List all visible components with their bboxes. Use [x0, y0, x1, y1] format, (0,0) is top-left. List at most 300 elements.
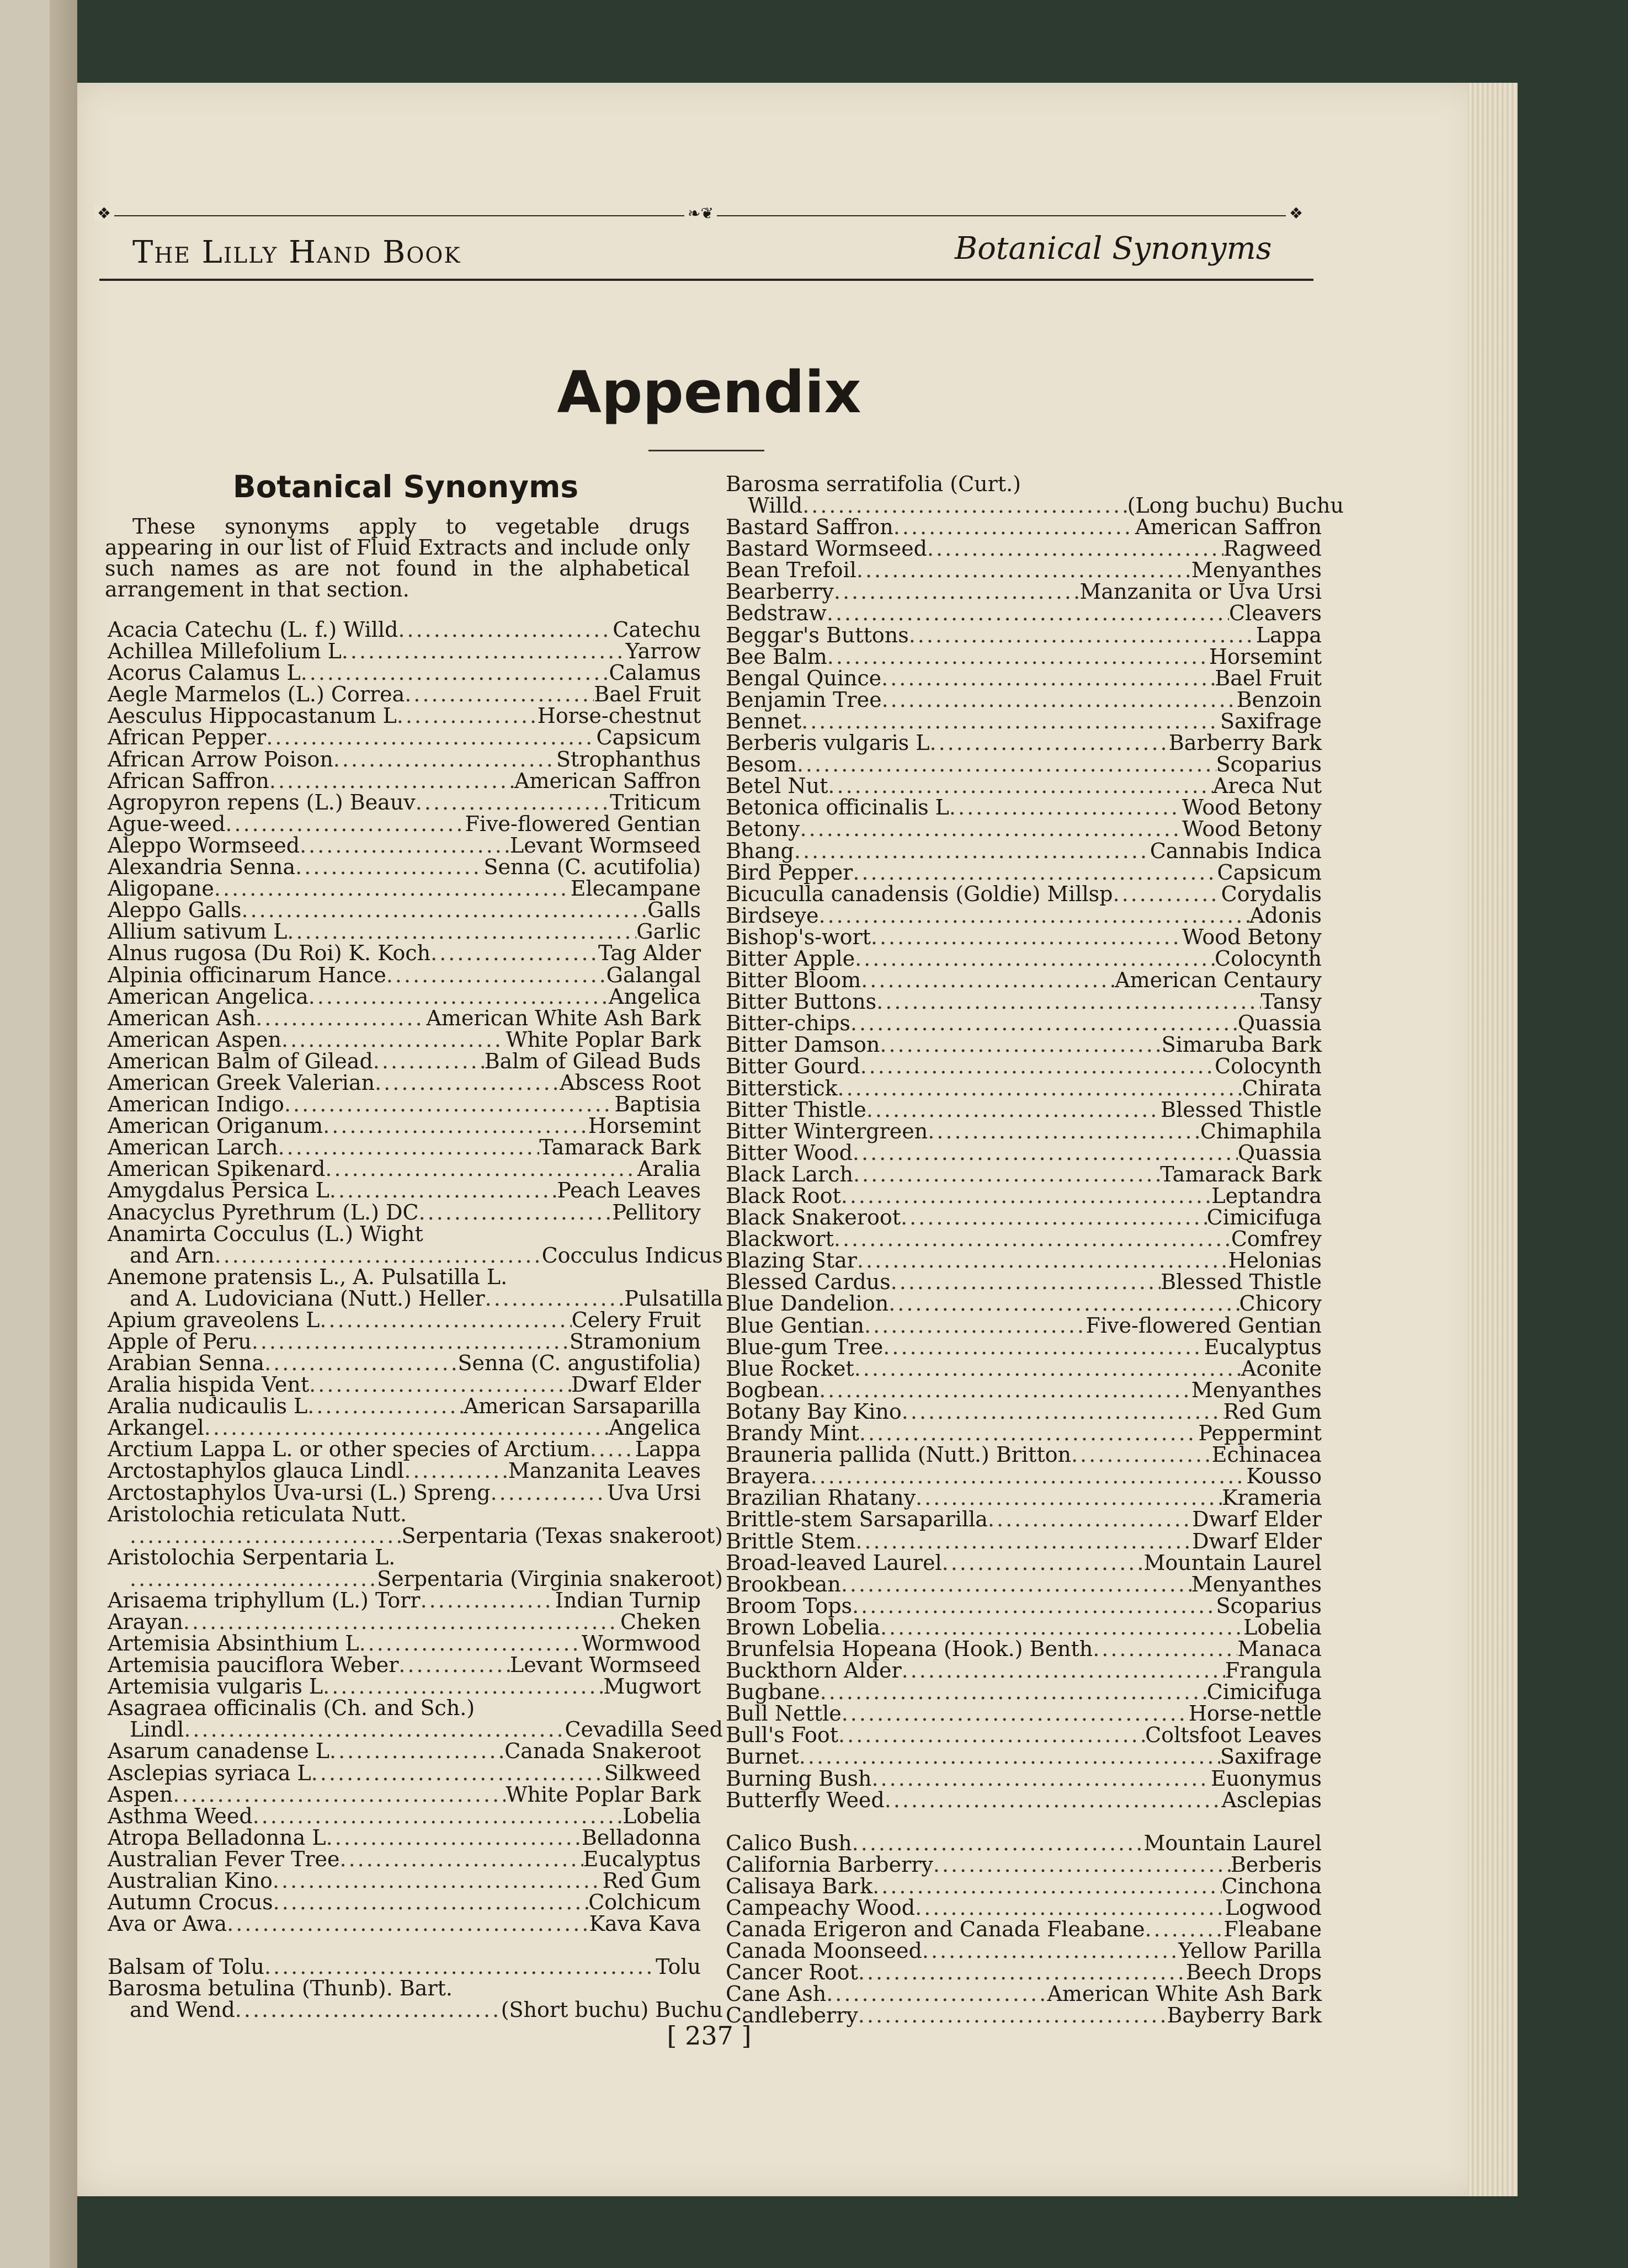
- synonym-entry: [108, 986, 701, 1008]
- entry-term: Bitter Gourd: [726, 1054, 860, 1079]
- entry-synonym: Kousso: [1246, 1464, 1322, 1489]
- entry-synonym: Capsicum: [1217, 860, 1322, 885]
- leader-dots: [853, 1142, 1238, 1164]
- entry-term: Bird Pepper: [726, 860, 853, 885]
- leader-dots: [264, 1956, 656, 1978]
- entry-term: Australian Kino: [108, 1868, 273, 1893]
- ornament-center-icon: ❧❦: [684, 206, 717, 221]
- synonym-entry: [108, 1846, 701, 1871]
- entry-synonym: Aralia: [637, 1157, 701, 1181]
- synonym-entry: [726, 948, 1322, 970]
- synonym-entry: [108, 1870, 701, 1892]
- entry-term: Bitter Wintergreen: [726, 1119, 928, 1143]
- leader-dots: [838, 1078, 1242, 1099]
- entry-synonym: Simaruba Bark: [1161, 1032, 1322, 1057]
- entry-synonym: Horsemint: [588, 1114, 701, 1138]
- entry-term: Broom Tops: [726, 1593, 853, 1618]
- synonym-entry: [726, 1444, 1322, 1466]
- entry-term: Birdseye: [726, 903, 819, 928]
- synonym-entry: [108, 1243, 723, 1268]
- entry-synonym: Triticum: [610, 790, 701, 814]
- entry-term: Acacia Catechu (L. f.) Willd: [108, 617, 398, 642]
- leader-dots: [927, 538, 1223, 560]
- leader-dots: [820, 1681, 1207, 1703]
- entry-term: Cancer Root: [726, 1960, 858, 1985]
- entry-synonym: Mountain Laurel: [1143, 1550, 1322, 1575]
- entry-term: Artemisia vulgaris L: [108, 1674, 323, 1699]
- entry-first-line: Barosma betulina (Thunb). Bart.: [108, 1976, 453, 2001]
- entry-term: Bengal Quince: [726, 666, 882, 690]
- entry-synonym: Five-flowered Gentian: [465, 811, 701, 836]
- entry-synonym: Mugwort: [603, 1674, 701, 1699]
- title-rule: [648, 450, 764, 451]
- entry-synonym: Abscess Root: [560, 1070, 701, 1095]
- leader-dots: [325, 1158, 637, 1180]
- entry-term: Bastard Saffron: [726, 515, 893, 540]
- leader-dots: [252, 1331, 570, 1353]
- entry-term: Brazilian Rhatany: [726, 1486, 916, 1510]
- leader-dots: [323, 1115, 588, 1137]
- entry-term: Brookbean: [726, 1572, 841, 1596]
- synonym-entry: [726, 1228, 1322, 1250]
- entry-synonym: Peach Leaves: [557, 1178, 701, 1203]
- synonym-entry: [108, 1439, 701, 1460]
- leader-dots: [419, 1202, 613, 1223]
- entry-term: Bitter Buttons: [726, 989, 877, 1014]
- entry-term: Aleppo Wormseed: [108, 833, 300, 858]
- entry-synonym: Berberis: [1230, 1852, 1322, 1877]
- synonym-entry: [726, 581, 1322, 603]
- leader-dots: [184, 1719, 565, 1740]
- synonym-entry: [726, 1531, 1322, 1552]
- entry-term: Bedstraw: [726, 601, 827, 626]
- entry-synonym: American White Ash Bark: [1047, 1982, 1322, 2006]
- synonym-entry: [108, 1566, 723, 1591]
- leader-dots: [320, 1309, 571, 1331]
- leader-dots: [922, 1940, 1178, 1962]
- entry-term: Brauneria pallida (Nutt.) Britton: [726, 1442, 1071, 1467]
- synonym-entry: [108, 1827, 701, 1849]
- entry-term: Butterfly Weed: [726, 1787, 885, 1812]
- entry-synonym: Cinchona: [1221, 1873, 1322, 1898]
- leader-dots: [329, 1740, 504, 1762]
- entry-synonym: Helonias: [1228, 1248, 1322, 1273]
- entry-synonym: Senna (C. angustifolia): [457, 1351, 701, 1375]
- entry-first-line: Aristolochia reticulata Nutt.: [108, 1502, 407, 1526]
- leader-dots: [866, 1099, 1161, 1121]
- synonym-entry: [726, 1681, 1322, 1703]
- entry-synonym: Lobelia: [1243, 1615, 1322, 1639]
- entry-synonym: Menyanthes: [1191, 1377, 1322, 1402]
- entry-term: Bogbean: [726, 1377, 820, 1402]
- entry-synonym: Horse-nettle: [1188, 1701, 1322, 1726]
- synonym-entry: [108, 1717, 723, 1742]
- synonym-entry: [108, 1396, 701, 1417]
- entry-synonym: Scoparius: [1216, 752, 1322, 777]
- entry-synonym: Blessed Thistle: [1161, 1097, 1322, 1122]
- synonym-entry: [726, 689, 1322, 711]
- synonym-entry: [726, 1830, 1322, 1855]
- leader-dots: [1071, 1444, 1212, 1466]
- synonym-entry: [726, 1940, 1322, 1962]
- leader-dots: [827, 603, 1229, 624]
- entry-synonym: Echinacea: [1211, 1442, 1322, 1467]
- entry-term: American Angelica: [108, 984, 308, 1009]
- synonym-entry: [108, 1309, 701, 1331]
- synonym-entry: [726, 1121, 1322, 1142]
- synonym-entry: [108, 1633, 701, 1654]
- entry-synonym: Galls: [647, 898, 701, 923]
- entry-synonym: Chicory: [1239, 1291, 1322, 1316]
- entry-term: Apple of Peru: [108, 1329, 252, 1354]
- entry-term: Bull Nettle: [726, 1701, 842, 1726]
- synonym-entry: [726, 603, 1322, 624]
- entry-term: Anacyclus Pyrethrum (L.) DC: [108, 1200, 419, 1224]
- leader-dots: [881, 668, 1215, 689]
- entry-term: Lindl: [130, 1717, 184, 1742]
- entry-term: Arayan: [108, 1609, 183, 1634]
- synonym-entry: [108, 1998, 723, 2022]
- leader-dots: [855, 1531, 1192, 1552]
- leader-dots: [893, 517, 1135, 538]
- synonym-entry: [726, 1617, 1322, 1638]
- leader-dots: [902, 1401, 1223, 1423]
- entry-synonym: Yellow Parilla: [1178, 1939, 1322, 1963]
- entry-term: Bitterstick: [726, 1076, 838, 1100]
- leader-dots: [342, 641, 626, 662]
- entry-synonym: Wood Betony: [1182, 817, 1322, 842]
- synonym-entry: [726, 732, 1322, 754]
- leader-dots: [827, 646, 1209, 668]
- synonym-entry: [108, 1286, 723, 1311]
- entry-synonym: Manzanita or Uva Ursi: [1079, 579, 1322, 604]
- leader-dots: [256, 1008, 426, 1029]
- entry-term: Bull's Foot: [726, 1723, 839, 1748]
- entry-synonym: (Long buchu) Buchu: [1127, 493, 1344, 518]
- leader-dots: [852, 1595, 1216, 1617]
- synonym-entry: [726, 775, 1322, 797]
- leader-dots: [300, 835, 510, 856]
- entry-synonym: Tag Alder: [598, 941, 701, 966]
- synonym-entry: [108, 662, 701, 684]
- entry-synonym: American White Ash Bark: [426, 1005, 701, 1030]
- entry-synonym: Levant Wormseed: [509, 833, 701, 858]
- synonym-entry: [108, 856, 701, 878]
- entry-synonym: Lobelia: [623, 1803, 701, 1828]
- leader-dots: [902, 1660, 1225, 1681]
- entry-term: Besom: [726, 752, 797, 777]
- synonym-entry: [726, 1271, 1322, 1293]
- synonym-entry: [726, 797, 1322, 818]
- entry-term: Asthma Weed: [108, 1803, 253, 1828]
- leader-dots: [266, 727, 596, 748]
- synonym-entry: [726, 1660, 1322, 1681]
- synonym-entry: [108, 1913, 701, 1935]
- synonym-entry: [726, 970, 1322, 991]
- entry-term: Balsam of Tolu: [108, 1955, 264, 1979]
- entry-term: Blue Dandelion: [726, 1291, 889, 1316]
- entry-synonym: Angelica: [609, 1415, 701, 1440]
- entry-synonym: Menyanthes: [1191, 1572, 1322, 1596]
- entry-term: Betony: [726, 817, 800, 842]
- entry-first-line: Anamirta Cocculus (L.) Wight: [108, 1221, 423, 1246]
- synonym-entry: [726, 1358, 1322, 1380]
- entry-term: American Indigo: [108, 1092, 284, 1117]
- synonym-entry: [108, 1803, 701, 1828]
- entry-term: American Origanum: [108, 1114, 323, 1138]
- entry-synonym: Stramonium: [569, 1329, 701, 1354]
- leader-dots: [942, 1552, 1144, 1574]
- entry-term: Bitter Apple: [726, 946, 855, 971]
- synonym-entry: [108, 641, 701, 662]
- synonym-entry: [108, 770, 701, 792]
- entry-term: American Balm of Gilead: [108, 1048, 373, 1073]
- entry-synonym: American Saffron: [514, 768, 701, 793]
- entry-term: American Spikenard: [108, 1157, 326, 1181]
- synonym-entry: [108, 1374, 701, 1396]
- entry-term: Aesculus Hippocastanum L: [108, 704, 397, 728]
- synonym-entry: [726, 1185, 1322, 1207]
- entry-synonym: Aconite: [1241, 1356, 1322, 1381]
- entry-synonym: Ragweed: [1223, 536, 1322, 561]
- synonym-entry: [108, 1523, 723, 1548]
- leader-dots: [397, 705, 538, 727]
- entry-synonym: Adonis: [1249, 903, 1322, 928]
- entry-synonym: Frangula: [1225, 1658, 1322, 1683]
- entry-term: Bastard Wormseed: [726, 536, 927, 561]
- entry-synonym: Horsemint: [1209, 644, 1322, 669]
- entry-synonym: Mountain Laurel: [1143, 1830, 1322, 1855]
- synonym-entry: [726, 1552, 1322, 1574]
- entry-term: Blue-gum Tree: [726, 1334, 884, 1359]
- entry-synonym: Quassia: [1237, 1011, 1322, 1036]
- entry-term: Aspen: [108, 1782, 173, 1807]
- leader-dots: [204, 1417, 609, 1439]
- entry-synonym: Catechu: [613, 617, 701, 642]
- synonym-entry: [726, 1293, 1322, 1314]
- entry-synonym: Cleavers: [1229, 601, 1322, 626]
- leader-dots: [269, 770, 514, 792]
- synonym-entry: [726, 622, 1322, 647]
- synonym-entry: [726, 1724, 1322, 1746]
- entry-term: Arabian Senna: [108, 1351, 265, 1375]
- entry-synonym: Fleabane: [1223, 1917, 1322, 1942]
- entry-first-line: Asagraea officinalis (Ch. and Sch.): [108, 1696, 475, 1721]
- leader-dots: [295, 856, 483, 878]
- leader-dots: [323, 1676, 603, 1697]
- entry-synonym: American Saffron: [1135, 515, 1322, 540]
- entry-term: Arctium Lappa L. or other species of Arctium: [108, 1437, 590, 1462]
- header-rule: [99, 279, 1313, 281]
- synonym-entry: [726, 1466, 1322, 1487]
- entry-term: American Larch: [108, 1135, 278, 1160]
- entry-synonym: Canada Snakeroot: [504, 1739, 701, 1764]
- entry-synonym: Quassia: [1237, 1140, 1322, 1165]
- entry-synonym: Tamarack Bark: [1160, 1162, 1322, 1186]
- synonym-entry: [108, 727, 701, 748]
- entry-term: Apium graveolens L: [108, 1307, 320, 1332]
- synonym-entry: [726, 1638, 1322, 1660]
- leader-dots: [235, 1999, 501, 2021]
- entry-term: Buckthorn Alder: [726, 1658, 902, 1683]
- leader-dots: [861, 970, 1115, 991]
- entry-synonym: Kava Kava: [589, 1912, 701, 1936]
- entry-term: African Saffron: [108, 768, 269, 793]
- entry-synonym: Lappa: [635, 1437, 701, 1462]
- entry-term: Cane Ash: [726, 1982, 827, 2006]
- synonym-entry: [726, 1703, 1322, 1724]
- synonym-entry: [108, 1158, 701, 1180]
- synonym-entry: [108, 1048, 701, 1073]
- leader-dots: [828, 775, 1212, 797]
- running-header-section: Botanical Synonyms: [955, 231, 1272, 267]
- synonym-entry: [726, 1509, 1322, 1530]
- entry-term: Beggar's Buttons: [726, 622, 909, 647]
- synonym-entry: [726, 1250, 1322, 1271]
- entry-term: Blue Rocket: [726, 1356, 854, 1381]
- entry-term: Botany Bay Kino: [726, 1399, 902, 1424]
- leader-dots: [811, 1466, 1247, 1487]
- leader-dots: [871, 1768, 1211, 1790]
- leader-dots: [273, 1892, 589, 1913]
- entry-term: Brayera: [726, 1464, 811, 1489]
- entry-synonym: Galangal: [606, 962, 701, 987]
- entry-synonym: Senna (C. acutifolia): [483, 855, 701, 880]
- entry-synonym: Logwood: [1225, 1896, 1322, 1920]
- entry-term: Australian Fever Tree: [108, 1846, 340, 1871]
- entry-synonym: Bael Fruit: [594, 682, 701, 707]
- leader-dots: [386, 965, 606, 986]
- leader-dots: [891, 1271, 1161, 1293]
- entry-term: Bicuculla canadensis (Goldie) Millsp: [726, 881, 1113, 906]
- synonym-entry: [726, 1034, 1322, 1056]
- entry-term: Calisaya Bark: [726, 1873, 873, 1898]
- leader-dots: [883, 1337, 1204, 1358]
- entry-synonym: Dwarf Elder: [1192, 1529, 1322, 1553]
- synonym-entry: [108, 1611, 701, 1633]
- synonym-entry: [726, 1873, 1322, 1898]
- leader-dots: [326, 1827, 582, 1849]
- leader-dots: [242, 899, 648, 921]
- leader-dots: [333, 749, 556, 770]
- synonym-entry: [108, 943, 701, 964]
- synonym-entry: [726, 1746, 1322, 1767]
- entry-term: Artemisia pauciflora Weber: [108, 1653, 399, 1678]
- leader-dots: [802, 495, 1127, 517]
- entry-synonym: Saxifrage: [1220, 709, 1322, 733]
- leader-dots: [253, 1806, 623, 1827]
- leader-dots: [273, 1870, 603, 1892]
- leader-dots: [858, 1962, 1186, 1983]
- synonym-entry: [726, 1207, 1322, 1228]
- entry-term: Arkangel: [108, 1415, 204, 1440]
- entry-term: Bitter Bloom: [726, 968, 861, 993]
- entry-synonym: Tolu: [656, 1955, 701, 1979]
- entry-synonym: Menyanthes: [1191, 558, 1322, 583]
- entry-synonym: Comfrey: [1231, 1227, 1322, 1252]
- entry-term: Brown Lobelia: [726, 1615, 880, 1639]
- leader-dots: [800, 818, 1182, 840]
- synonym-entry: [726, 1768, 1322, 1790]
- leader-dots: [491, 1482, 607, 1504]
- leader-dots: [819, 905, 1250, 927]
- leader-dots: [278, 1137, 540, 1158]
- synonym-entry: [726, 538, 1322, 560]
- synonym-entry: [108, 1005, 701, 1030]
- synonym-entry: [108, 1784, 701, 1806]
- synonym-entry: [108, 1956, 701, 1978]
- entry-synonym: Bael Fruit: [1215, 666, 1322, 690]
- leader-dots: [404, 1460, 508, 1482]
- book-spine: [50, 0, 77, 2268]
- synonym-entry: [726, 1897, 1322, 1919]
- leader-dots: [859, 1423, 1199, 1444]
- leader-dots: [130, 1525, 402, 1547]
- synonym-entry: [726, 560, 1322, 581]
- entry-first-line: Barosma serratifolia (Curt.): [726, 472, 1021, 496]
- entry-term: Ava or Awa: [108, 1912, 227, 1936]
- entry-term: Aralia hispida Vent: [108, 1372, 310, 1397]
- leader-dots: [852, 1833, 1144, 1854]
- entry-term: Bishop's-wort: [726, 924, 871, 949]
- synonym-entry: [108, 1590, 701, 1611]
- leader-dots: [841, 1185, 1212, 1207]
- synonym-entry: [726, 1334, 1322, 1359]
- entry-term: Achillea Millefolium L: [108, 639, 342, 664]
- entry-synonym: Balm of Gilead Buds: [484, 1048, 701, 1073]
- leader-dots: [841, 1574, 1191, 1595]
- entry-first-line: Aristolochia Serpentaria L.: [108, 1545, 396, 1569]
- entry-synonym: Barberry Bark: [1168, 731, 1322, 755]
- entry-term: Berberis vulgaris L: [726, 731, 930, 755]
- leader-dots: [398, 619, 613, 641]
- running-header-book-title: The Lilly Hand Book: [132, 235, 461, 270]
- entry-synonym: Dwarf Elder: [1192, 1507, 1322, 1532]
- intro-paragraph: These synonyms apply to vegetable drugs appearing in our list of Fluid Extracts and include only such names as are not found in the alphabetical arrangement in that section.: [105, 514, 690, 601]
- leader-dots: [949, 797, 1182, 818]
- entry-term: Bitter Damson: [726, 1032, 880, 1057]
- leader-dots: [876, 991, 1260, 1013]
- entry-term: Bugbane: [726, 1680, 820, 1705]
- synonym-entry: [726, 1377, 1322, 1402]
- entry-term: Bhang: [726, 838, 794, 863]
- entry-term: Betel Nut: [726, 774, 828, 798]
- entry-term: Arctostaphylos glauca Lindl: [108, 1458, 405, 1483]
- synonym-entry: [726, 1787, 1322, 1812]
- entry-synonym: Colchicum: [588, 1890, 701, 1915]
- synonym-entry: [726, 1056, 1322, 1077]
- entry-term: Bennet: [726, 709, 802, 733]
- synonym-entry: [108, 1137, 701, 1158]
- entry-synonym: Celery Fruit: [571, 1307, 701, 1332]
- leader-dots: [872, 1876, 1221, 1897]
- leader-dots: [214, 878, 571, 899]
- leader-dots: [797, 754, 1216, 775]
- leader-dots: [287, 921, 636, 943]
- synonym-entry: [726, 1962, 1322, 1983]
- leader-dots: [225, 813, 465, 835]
- entry-term: Burnet: [726, 1744, 799, 1769]
- entry-term: Black Larch: [726, 1162, 853, 1186]
- leader-dots: [889, 1293, 1239, 1314]
- synonym-entry: [726, 1487, 1322, 1509]
- page-title: Appendix: [557, 359, 861, 426]
- entry-synonym: Chirata: [1242, 1076, 1322, 1100]
- leader-dots: [860, 1056, 1215, 1077]
- leader-dots: [329, 1180, 557, 1201]
- entry-term: Aligopane: [108, 876, 214, 901]
- entry-synonym: Calamus: [609, 661, 701, 685]
